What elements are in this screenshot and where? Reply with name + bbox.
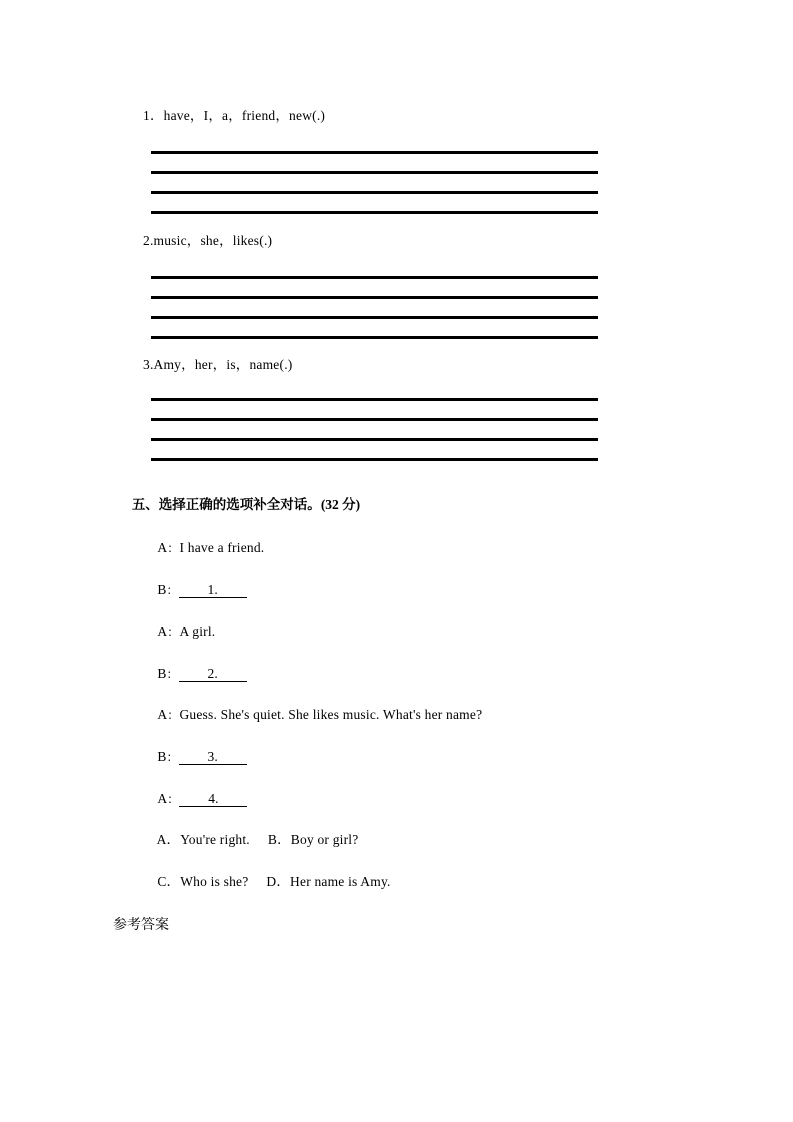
- dialogue-colon: ：: [167, 792, 180, 807]
- dialogue-text: A girl.: [179, 624, 216, 640]
- dialogue-colon: ：: [166, 667, 179, 682]
- dialogue-speaker: A: [157, 791, 168, 807]
- dialogue-colon: ：: [166, 583, 179, 598]
- dialogue-speaker: A: [157, 707, 168, 723]
- dialogue-colon: ：: [166, 750, 179, 765]
- answer-rule-group-2: [151, 276, 598, 339]
- rule-spacer: [151, 174, 598, 191]
- rule-spacer: [151, 441, 598, 458]
- dialogue-colon: ：: [167, 541, 180, 556]
- rearrange-prompt-3: 3.Amy，her，is，name(.): [143, 357, 293, 372]
- answer-rule-line: [151, 336, 598, 339]
- dialogue-text: I have a friend.: [179, 540, 265, 556]
- dialogue-blank-3[interactable]: 3.: [179, 750, 247, 765]
- dialogue-speaker: A: [157, 624, 168, 640]
- rearrange-prompt-2: 2.music，she，likes(.): [143, 233, 273, 248]
- answer-key-label: 参考答案: [113, 917, 169, 933]
- dialogue-speaker: B: [157, 666, 167, 682]
- rule-spacer: [151, 154, 598, 171]
- dialogue-colon: ：: [167, 708, 180, 723]
- rule-spacer: [151, 299, 598, 316]
- dialogue-text: Guess. She's quiet. She likes music. What's her name?: [179, 707, 483, 723]
- dialogue-speaker: B: [157, 582, 167, 598]
- option-c[interactable]: C．Who is she?: [157, 874, 249, 890]
- rule-spacer: [151, 401, 598, 418]
- option-row-2: [143, 858, 391, 907]
- dialogue-speaker: B: [157, 749, 167, 765]
- rule-spacer: [151, 194, 598, 211]
- option-a[interactable]: A．You're right.: [156, 832, 250, 848]
- rule-spacer: [151, 421, 598, 438]
- answer-rule-line: [151, 211, 598, 214]
- dialogue-blank-4[interactable]: 4.: [179, 792, 247, 807]
- option-b[interactable]: B．Boy or girl?: [267, 832, 359, 848]
- dialogue-blank-1[interactable]: 1.: [179, 583, 247, 598]
- answer-rule-group-3: [151, 398, 598, 461]
- rearrange-prompt-1: 1．have，I，a，friend，new(.): [143, 108, 326, 123]
- dialogue-colon: ：: [167, 625, 180, 640]
- dialogue-blank-2[interactable]: 2.: [179, 667, 247, 682]
- dialogue-speaker: A: [157, 540, 168, 556]
- rule-spacer: [151, 319, 598, 336]
- answer-rule-line: [151, 458, 598, 461]
- answer-rule-group-1: [151, 151, 598, 214]
- section-heading: [113, 481, 360, 530]
- rule-spacer: [151, 279, 598, 296]
- section-heading-text: 五、选择正确的选项补全对话。: [131, 497, 321, 514]
- section-heading-score: (32 分): [320, 497, 361, 513]
- option-d[interactable]: D．Her name is Amy.: [266, 874, 391, 890]
